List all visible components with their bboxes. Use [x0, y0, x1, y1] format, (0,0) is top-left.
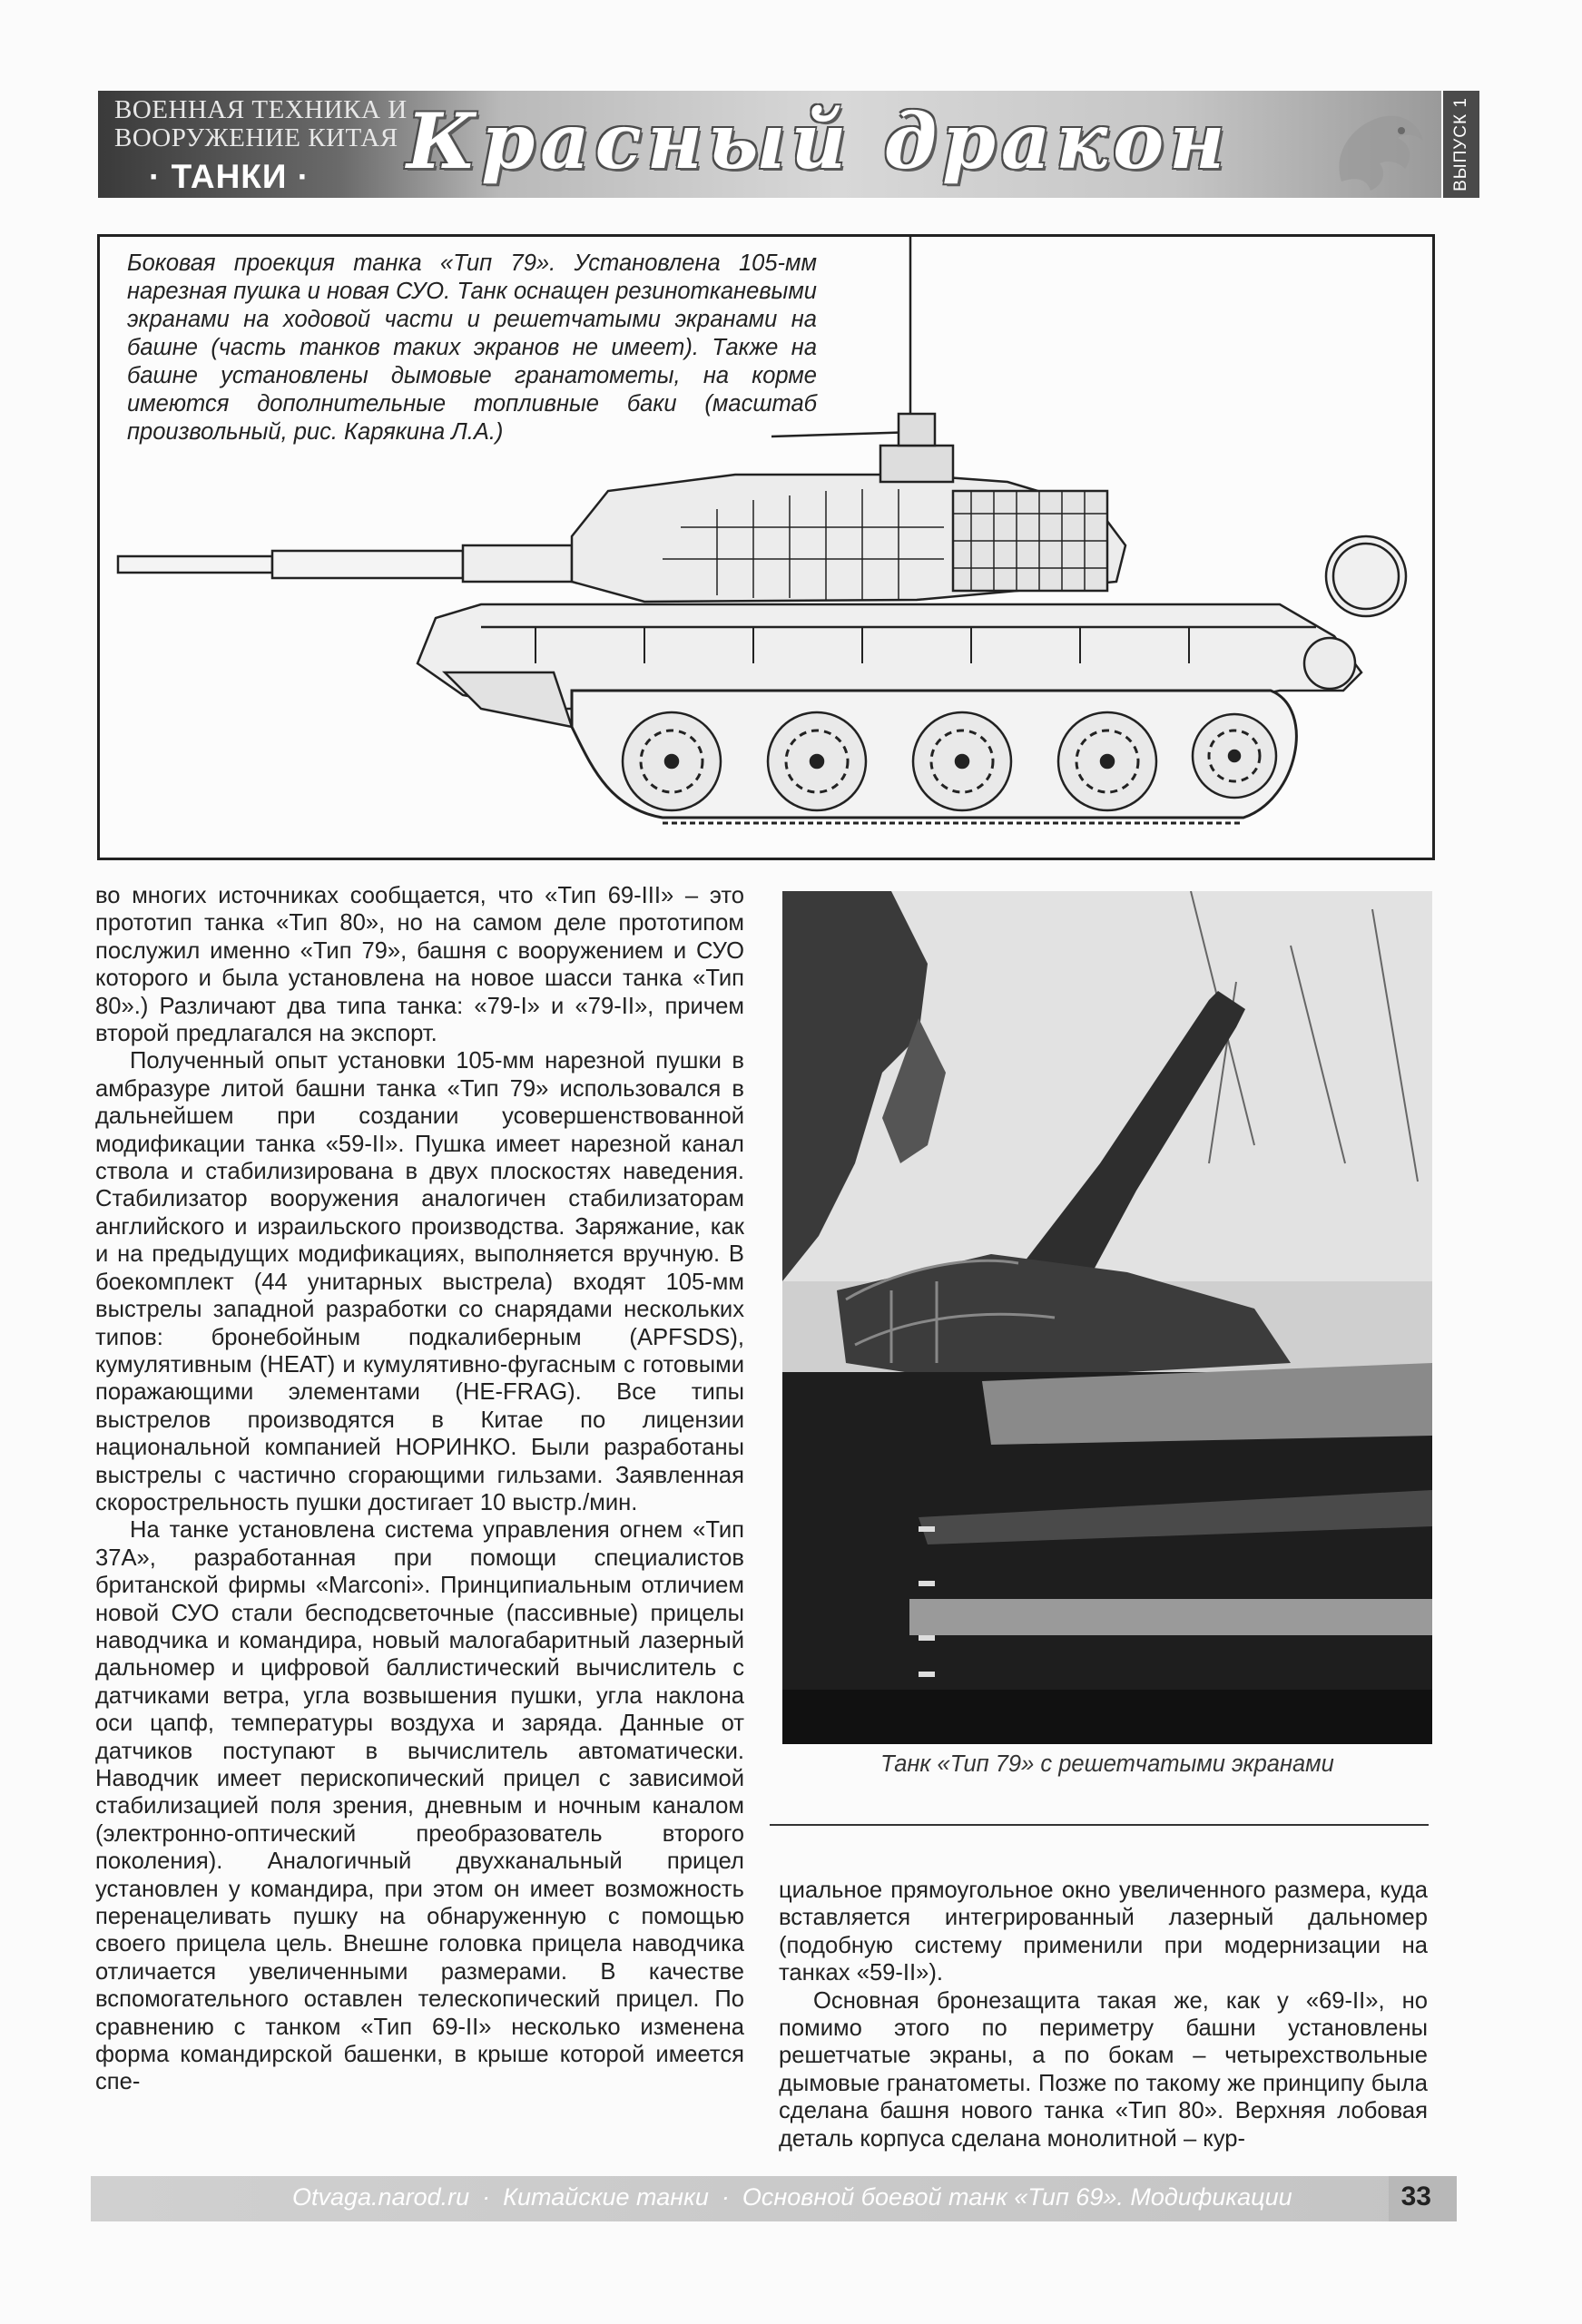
series-block — [98, 91, 408, 198]
series-title-line-1: ВОЕННАЯ ТЕХНИКА И — [114, 95, 408, 124]
page-number: 33 — [1400, 2182, 1431, 2211]
footer-section: Китайские танки — [503, 2183, 709, 2211]
series-title-line-2: ВООРУЖЕНИЕ КИТАЯ — [114, 123, 398, 152]
dragon-emblem-icon — [1314, 91, 1441, 198]
section-label: · ТАНКИ · — [149, 158, 310, 195]
paragraph: На танке установлена система управления огнем «Тип 37А», разработанная при помощи специалистов британской фирмы «Marconi». Принципиальным отличием новой СУО стали бесподсветочные (пассивные) прицелы наводчика и командира, новый малогабаритный лазерный дальномер и цифровой баллистический вычислитель с датчиками ветра, угла возвышения пушки, угла наклона оси цапф, температуры воздуха и заряда. Данные от датчиков поступают в вычислитель автоматически. Наводчик имеет перископический прицел с зависимой стабилизацией поля зрения, дневным и ночным каналом (электронно-оптический преобразователь второго поколения). Аналогичный двухканальный прицел установлен у командира, при этом он имеет возможность перенацеливать пушку на обнаруженную с помощью своего прицела цель. Внешне головка прицела наводчика отличается увеличенными размерами. В качестве вспомогательного оставлен телескопический прицел. По сравнению с танком «Тип 69-II» несколько изменена форма командирской башенки, в крыше которой имеется спе- — [95, 1517, 744, 2095]
photo-caption: Танк «Тип 79» с решетчатыми экранами — [880, 1751, 1334, 1777]
body-column-right — [779, 1877, 1428, 2152]
footer-separator: · — [721, 2183, 730, 2211]
footer-article: Основной боевой танк «Тип 69». Модификации — [742, 2183, 1292, 2211]
body-column-left — [95, 882, 744, 2096]
issue-tab — [1443, 91, 1479, 198]
footer-site: Otvaga.narod.ru — [292, 2183, 470, 2211]
drawing-caption: Боковая проекция танка «Тип 79». Установлена 105-мм нарезная пушка и новая СУО. Танк оснащен резинотканевыми экранами на ходовой части и решетчатыми экранами на башне (часть танков таких экранов не имеет). Также на башне установлены дымовые гранатометы, на корме имеются дополнительные топливные баки (масштаб произвольный, рис. Карякина Л.А.) — [127, 250, 817, 445]
tank-drawing-frame — [97, 234, 1435, 860]
paragraph: Полученный опыт установки 105-мм нарезной пушки в амбразуре литой башни танка «Тип 79» использовался в дальнейшем при создании усовершенствованной модификации танка «59-II». Пушка имеет нарезной канал ствола и стабилизирована в двух плоскостях наведения. Стабилизатор вооружения аналогичен стабилизаторам английского и израильского производства. Заряжание, как и на предыдущих модификациях, выполняется вручную. В боекомплект (44 унитарных выстрела) входят 105-мм выстрелы западной разработки со снарядами нескольких типов: бронебойным подкалиберным (APFSDS), кумулятивным (HEAT) и кумулятивно-фугасным с готовыми поражающими элементами (HE-FRAG). Все типы выстрелов производятся в Китае по лицензии национальной компанией НОРИНКО. Были разработаны выстрелы с частично сгорающими гильзами. Заявленная скорострельность пушки достигает 10 выстр./мин. — [95, 1048, 744, 1515]
page-title: Красный дракон — [407, 96, 1231, 186]
footer-separator: · — [482, 2183, 491, 2211]
paragraph: Основная бронезащита такая же, как у «69-II», но помимо этого по периметру башни установлены решетчатые экраны, а по бокам – четырехствольные дымовые гранатометы. Позже по такому же принципу была сделана башня нового танка «Тип 80». Верхняя лобовая деталь корпуса сделана монолитной – кур- — [779, 1987, 1428, 2152]
paragraph: циальное прямоугольное окно увеличенного размера, куда вставляется интегрированный лазерный дальномер (подобную систему применили при модернизации на танках «59-II»). — [779, 1878, 1428, 1986]
issue-label: ВЫПУСК 1 — [1451, 97, 1470, 191]
paragraph: во многих источниках сообщается, что «Тип 69-III» – это прототип танка «Тип 80», но на самом деле прототипом послужил именно «Тип 79», башня с вооружением и СУО которого и была установлена на новое шасси танка «Тип 80».) Различают два типа танка: «79-I» и «79-II», причем второй предлагался на экспорт. — [95, 883, 744, 1047]
page-number-box — [1389, 2176, 1457, 2221]
header-banner — [98, 91, 1441, 198]
tank-photo — [782, 891, 1432, 1744]
page-footer — [91, 2176, 1457, 2221]
footer-text — [292, 2183, 1292, 2211]
divider — [770, 1824, 1429, 1826]
